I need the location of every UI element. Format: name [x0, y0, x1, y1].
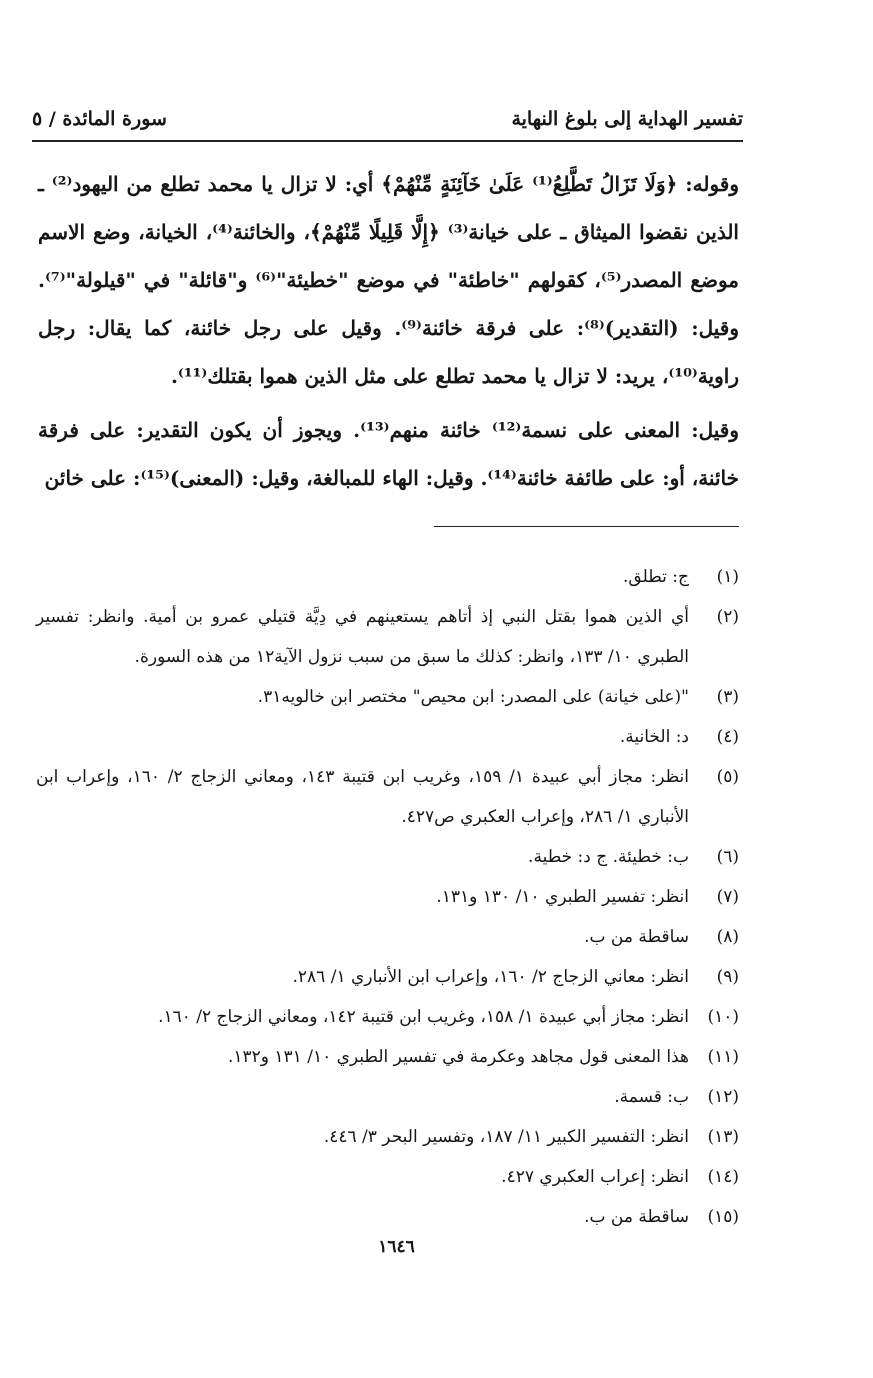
running-header: [32, 98, 743, 142]
footnote-number: (١): [716, 567, 739, 587]
main-text: [38, 160, 739, 502]
footnote-text: ساقطة من ب.: [584, 1207, 689, 1227]
footnote-text: هذا المعنى قول مجاهد وعكرمة في تفسير الطبري ١٠/ ١٣١ و١٣٢.: [227, 1047, 689, 1067]
paragraph: وقيل: المعنى على نسمة⁽¹²⁾ خائنة منهم⁽¹³⁾. ويجوز أن يكون التقدير: على فرقة خائنة، أو: على طائفة خائنة⁽¹⁴⁾. وقيل: الهاء للمبالغة، وقيل: (المعنى)⁽¹⁵⁾: على خائن: [38, 418, 739, 490]
footnote-number: (٧): [716, 887, 739, 907]
footnote: [36, 1157, 739, 1197]
paragraph: وقوله: ﴿وَلَا تَزَالُ تَطَّلِعُ⁽¹⁾ عَلَىٰ خَآئِنَةٍ مِّنْهُمْ﴾ أي: لا تزال يا محمد تطلع من اليهود⁽²⁾ ـ الذين نقضوا الميثاق ـ على خيانة⁽³⁾ ﴿إِلَّا قَلِيلًا مِّنْهُمْ﴾، والخائنة⁽⁴⁾، الخيانة، وضع الاسم موضع المصدر⁽⁵⁾، كقولهم "خاطئة" في موضع "خطيئة"⁽⁶⁾ و"قائلة" في "قيلولة"⁽⁷⁾. وقيل: (التقدير)⁽⁸⁾: على فرقة خائنة⁽⁹⁾. وقيل على رجل خائنة، كما يقال: رجل راوية⁽¹⁰⁾، يريد: لا تزال يا محمد تطلع على مثل الذين هموا بقتلك⁽¹¹⁾.: [38, 172, 740, 388]
footnote-text: ب: قسمة.: [614, 1087, 689, 1107]
footnote-number: (١٥): [707, 1207, 739, 1227]
footnote-number: (١٤): [707, 1167, 739, 1187]
footnote-number: (١١): [707, 1047, 739, 1067]
footnotes-list: [36, 557, 739, 1237]
footnote-number: (٣): [716, 687, 739, 707]
footnote-text: انظر: تفسير الطبري ١٠/ ١٣٠ و١٣١.: [436, 887, 689, 907]
footnote-number: (٩): [716, 967, 739, 987]
footnote: [36, 1117, 739, 1157]
footnote-text: ساقطة من ب.: [584, 927, 689, 947]
footnote-text: انظر: إعراب العكبري ٤٢٧.: [501, 1167, 689, 1187]
footnote: [36, 837, 739, 877]
footnote: [36, 757, 739, 837]
footnote-text: انظر: مجاز أبي عبيدة ١/ ١٥٨، وغريب ابن قتيبة ١٤٢، ومعاني الزجاج ٢/ ١٦٠.: [158, 1007, 689, 1027]
footnote-text: أي الذين هموا بقتل النبي إذ أتاهم يستعينهم في دِيَّة قتيلي عمرو بن أمية. وانظر: تفسير الطبري ١٠/ ١٣٣، وانظر: كذلك ما سبق من سبب نزول الآية١٢ من هذه السورة.: [36, 607, 689, 667]
footnote: [36, 877, 739, 917]
footnote-number: (١٢): [707, 1087, 739, 1107]
footnote: [36, 717, 739, 757]
footnote-number: (١٠): [707, 1007, 739, 1027]
footnote-number: (٥): [716, 767, 739, 787]
footnote-text: انظر: معاني الزجاج ٢/ ١٦٠، وإعراب ابن الأنباري ١/ ٢٨٦.: [292, 967, 689, 987]
footnote: [36, 677, 739, 717]
footnote: [36, 1077, 739, 1117]
footnote-number: (٦): [716, 847, 739, 867]
book-title: تفسير الهداية إلى بلوغ النهاية: [511, 108, 743, 130]
footnote-text: د: الخانية.: [619, 727, 689, 747]
page-number: ١٦٤٦: [378, 1237, 415, 1257]
footnote-number: (٢): [716, 607, 739, 627]
footnote-text: "(على خيانة) على المصدر: ابن محيص" مختصر ابن خالويه٣١.: [257, 687, 689, 707]
footnote-text: انظر: التفسير الكبير ١١/ ١٨٧، وتفسير البحر ٣/ ٤٤٦.: [323, 1127, 689, 1147]
footnote-number: (٨): [716, 927, 739, 947]
footnote: [36, 557, 739, 597]
footnote-separator: [434, 526, 739, 527]
footnote-text: ج: تطلق.: [623, 567, 689, 587]
footnote-number: (٤): [716, 727, 739, 747]
footnote: [36, 917, 739, 957]
footnote: [36, 997, 739, 1037]
chapter-label: سورة المائدة / ٥: [32, 108, 167, 130]
footnote: [36, 597, 739, 677]
footnote-text: انظر: مجاز أبي عبيدة ١/ ١٥٩، وغريب ابن قتيبة ١٤٣، ومعاني الزجاج ٢/ ١٦٠، وإعراب ابن الأنباري ١/ ٢٨٦، وإعراب العكبري ص٤٢٧.: [36, 767, 689, 827]
footnote-number: (١٣): [707, 1127, 739, 1147]
footnote: [36, 1197, 739, 1237]
footnote: [36, 1037, 739, 1077]
footnote: [36, 957, 739, 997]
footnote-text: ب: خطيئة. ج د: خطية.: [528, 847, 689, 867]
